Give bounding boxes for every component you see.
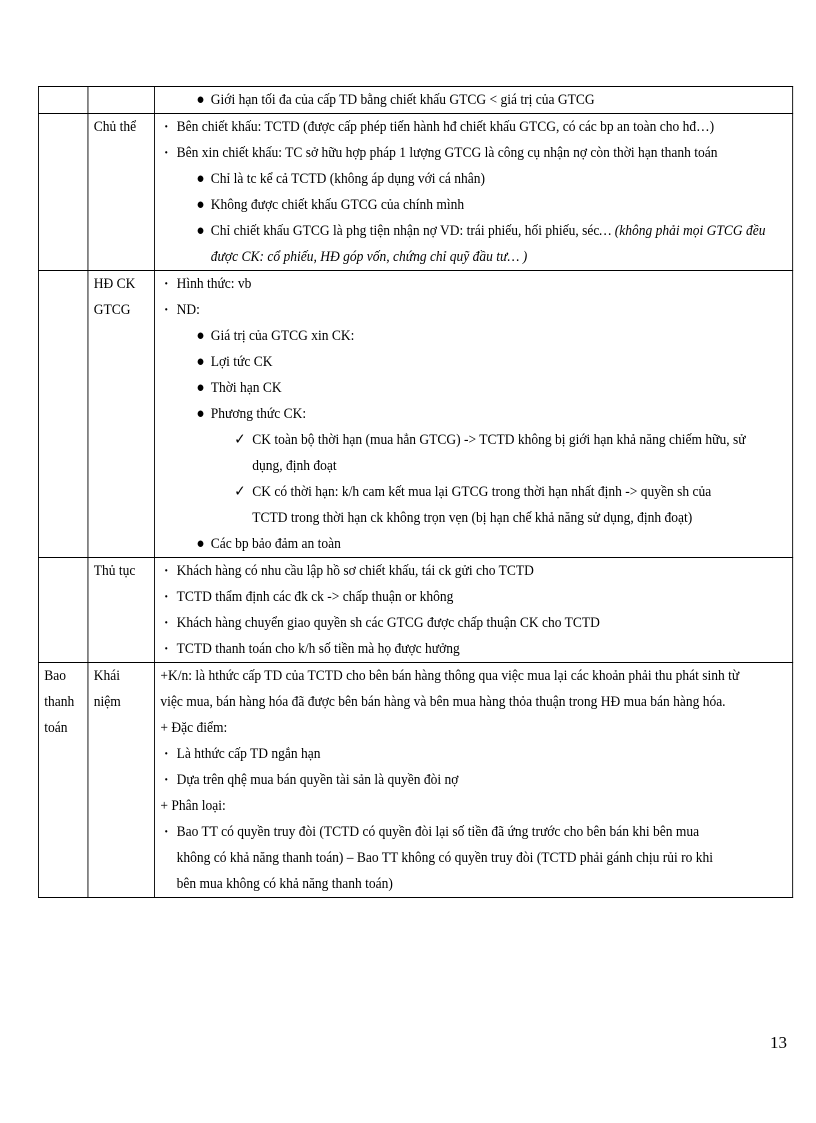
paragraph-line: việc mua, bán hàng hóa đã được bên bán hàng và bên mua hàng thỏa thuận trong HĐ mua bán hàng hóa. <box>160 694 726 710</box>
list-item: · Là hthức cấp TD ngắn hạn <box>160 741 786 767</box>
paragraph-line: +K/n: là hthức cấp TD của TCTD cho bên bán hàng thông qua việc mua lại các khoản phải thu phát sinh từ <box>160 668 740 684</box>
bullet-icon: ● <box>196 328 205 344</box>
table-row <box>38 114 792 271</box>
checkmark-icon: ✓ <box>234 432 246 448</box>
cell-category <box>38 87 87 114</box>
bullet-icon: ● <box>196 197 205 213</box>
list-item: ● Không được chiết khấu GTCG của chính mình <box>160 192 786 218</box>
cell-content <box>155 558 793 663</box>
cell-content <box>155 271 793 558</box>
table-row <box>38 558 792 663</box>
list-item: ● Thời hạn CK <box>160 375 786 401</box>
category-label: toán <box>44 720 68 736</box>
list-item: ● Chỉ là tc kể cả TCTD (không áp dụng với cá nhân) <box>160 166 786 192</box>
category-label: Bao <box>44 668 67 684</box>
section-heading: + Phân loại: <box>160 798 226 814</box>
cell-subcategory <box>88 663 155 898</box>
list-item: · Hình thức: vb <box>160 271 786 297</box>
list-item-continuation: bên mua không có khả năng thanh toán) <box>176 876 393 892</box>
cell-subcategory <box>88 114 155 271</box>
row-label: HĐ CK <box>93 276 136 292</box>
list-item: · TCTD thẩm định các đk ck -> chấp thuận or không <box>160 584 786 610</box>
row-label: GTCG <box>93 302 131 318</box>
cell-subcategory <box>88 87 155 114</box>
bullet-icon: ● <box>196 92 205 108</box>
bullet-icon: ● <box>196 223 205 239</box>
list-item: · ND: <box>160 297 786 323</box>
list-item: ● Lợi tức CK <box>160 349 786 375</box>
section-heading: + Đặc điểm: <box>160 720 228 736</box>
bullet-icon: ● <box>196 536 205 552</box>
cell-subcategory <box>88 271 155 558</box>
list-item: ● Giới hạn tối đa của cấp TD bằng chiết khấu GTCG < giá trị của GTCG <box>160 87 786 113</box>
cell-category <box>38 271 87 558</box>
cell-content <box>155 663 793 898</box>
list-item: · Bên xin chiết khấu: TC sở hữu hợp pháp 1 lượng GTCG là công cụ nhận nợ còn thời hạn thanh toán <box>160 140 786 166</box>
list-item: ● Chỉ chiết khấu GTCG là phg tiện nhận nợ VD: trái phiếu, hối phiếu, séc… (không phải mọi GTCG đều được CK: cổ phiếu, HĐ góp vốn, chứng chỉ quỹ đầu tư… ) <box>160 218 786 270</box>
row-label: Thủ tục <box>93 563 136 579</box>
table-row <box>38 271 792 558</box>
list-item: ✓ CK toàn bộ thời hạn (mua hẳn GTCG) -> TCTD không bị giới hạn khả năng chiếm hữu, sử <box>160 427 786 453</box>
list-item: · Bên chiết khấu: TCTD (được cấp phép tiến hành hđ chiết khấu GTCG, có các bp an toàn cho hđ…) <box>160 114 786 140</box>
list-item: ● Giá trị của GTCG xin CK: <box>160 323 786 349</box>
list-item: ✓ CK có thời hạn: k/h cam kết mua lại GTCG trong thời hạn nhất định -> quyền sh của <box>160 479 786 505</box>
list-item-continuation: dụng, định đoạt <box>252 458 337 474</box>
bullet-icon: ● <box>196 354 205 370</box>
cell-content <box>155 87 793 114</box>
cell-category <box>38 114 87 271</box>
cell-subcategory <box>88 558 155 663</box>
table-row <box>38 87 792 114</box>
bullet-icon: ● <box>196 406 205 422</box>
cell-category <box>38 663 87 898</box>
list-item: · Khách hàng có nhu cầu lập hồ sơ chiết khấu, tái ck gửi cho TCTD <box>160 558 786 584</box>
bullet-icon: ● <box>196 171 205 187</box>
list-item: ● Các bp bảo đảm an toàn <box>160 531 786 557</box>
category-label: thanh <box>44 694 75 710</box>
page-number: 13 <box>770 1033 787 1052</box>
cell-category <box>38 558 87 663</box>
row-label: Chủ thể <box>93 119 137 135</box>
list-item-continuation: không có khả năng thanh toán) – Bao TT không có quyền truy đòi (TCTD phải gánh chịu rủi ro khi <box>176 850 714 866</box>
table-row <box>38 663 792 898</box>
bullet-icon: ● <box>196 380 205 396</box>
checkmark-icon: ✓ <box>234 484 246 500</box>
list-item: · Dựa trên qhệ mua bán quyền tài sản là quyền đòi nợ <box>160 767 786 793</box>
content-table <box>38 86 793 898</box>
list-item-continuation: TCTD trong thời hạn ck không trọn vẹn (bị hạn chế khả năng sử dụng, định đoạt) <box>252 510 693 526</box>
list-item: ● Phương thức CK: <box>160 401 786 427</box>
row-label: Khái <box>93 668 121 684</box>
cell-content <box>155 114 793 271</box>
list-item: · Bao TT có quyền truy đòi (TCTD có quyền đòi lại số tiền đã ứng trước cho bên bán khi bên mua <box>160 819 786 845</box>
list-item: · TCTD thanh toán cho k/h số tiền mà họ được hưởng <box>160 636 786 662</box>
list-item: · Khách hàng chuyển giao quyền sh các GTCG được chấp thuận CK cho TCTD <box>160 610 786 636</box>
row-label: niệm <box>93 694 121 710</box>
document-page <box>38 86 792 898</box>
